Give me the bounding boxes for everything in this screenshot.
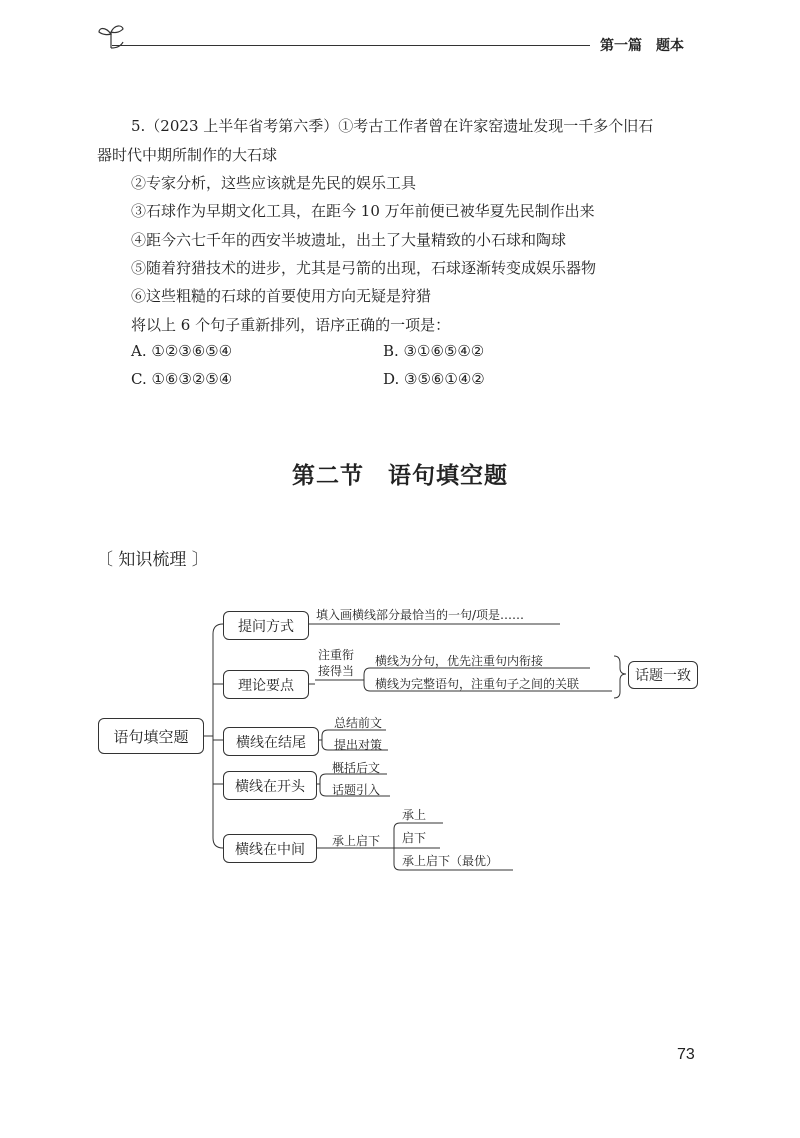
theory-leaf-1: 横线为分句，优先注重句内衔接 — [375, 654, 544, 668]
header-title: 第一篇 题本 — [600, 38, 684, 54]
section-title: 第二节 语句填空题 — [292, 463, 508, 489]
theory-mid-1: 注重衔 — [318, 648, 355, 662]
sentence-4: ④距今六七千年的西安半坡遗址，出土了大量精致的小石球和陶球 — [131, 231, 567, 249]
question-stem-cont: 器时代中期所制作的大石球 — [97, 146, 278, 164]
theory-mid-2: 接得当 — [318, 664, 355, 678]
start-leaf-1: 概括后文 — [332, 761, 381, 775]
sentence-2: ②专家分析，这些应该就是先民的娱乐工具 — [131, 174, 417, 192]
question-type-detail: 填入画横线部分最恰当的一句/项是…… — [316, 608, 525, 622]
option-d: D. ③⑤⑥①④② — [383, 370, 485, 388]
sentence-5: ⑤随着狩猎技术的进步，尤其是弓箭的出现，石球逐渐转变成娱乐器物 — [131, 259, 597, 277]
topic-consistency-node: 话题一致 — [628, 661, 698, 689]
root-node: 语句填空题 — [98, 718, 204, 754]
question-stem: 5.（2023 上半年省考第六季）①考古工作者曾在许家窑遗址发现一千多个旧石 — [131, 117, 654, 135]
page-number: 73 — [677, 1046, 695, 1063]
start-leaf-2: 话题引入 — [332, 783, 381, 797]
middle-mid: 承上启下 — [332, 834, 381, 848]
branch-line-at-end: 横线在结尾 — [223, 727, 319, 756]
sentence-3: ③石球作为早期文化工具，在距今 10 万年前便已被华夏先民制作出来 — [131, 202, 595, 220]
middle-leaf-2: 启下 — [402, 831, 427, 845]
branch-line-at-start: 横线在开头 — [223, 771, 317, 800]
theory-leaf-2: 横线为完整语句，注重句子之间的关联 — [375, 677, 580, 691]
branch-question-type: 提问方式 — [223, 611, 309, 640]
option-a: A. ①②③⑥⑤④ — [131, 342, 233, 360]
branch-theory-points: 理论要点 — [223, 670, 309, 699]
middle-leaf-1: 承上 — [402, 808, 427, 822]
option-c: C. ①⑥③②⑤④ — [131, 370, 233, 388]
end-leaf-1: 总结前文 — [334, 716, 383, 730]
middle-leaf-3: 承上启下（最优） — [402, 854, 499, 868]
sentence-6: ⑥这些粗糙的石球的首要使用方向无疑是狩猎 — [131, 287, 432, 305]
branch-line-in-middle: 横线在中间 — [223, 834, 317, 863]
question-prompt: 将以上 6 个句子重新排列，语序正确的一项是： — [131, 316, 451, 334]
option-b: B. ③①⑥⑤④② — [383, 342, 485, 360]
end-leaf-2: 提出对策 — [334, 738, 383, 752]
knowledge-label: 〔 知识梳理 〕 — [96, 550, 209, 570]
